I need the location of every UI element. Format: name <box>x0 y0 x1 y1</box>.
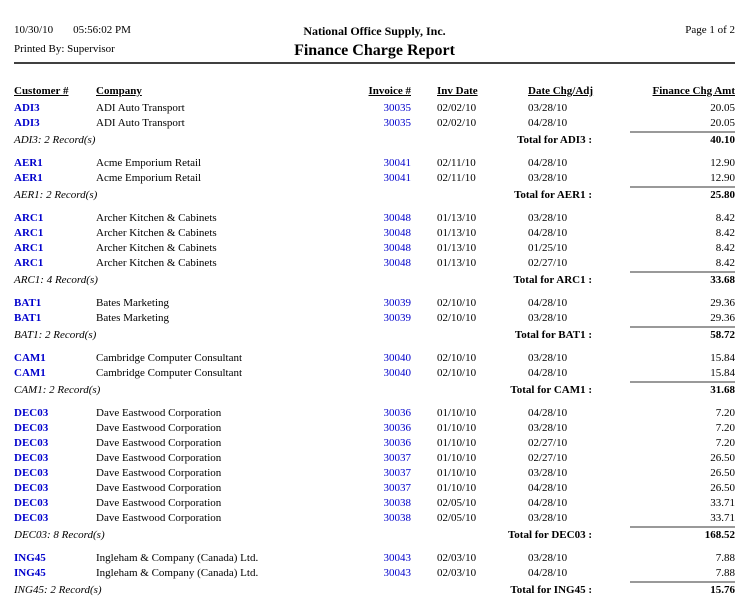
customer-group <box>14 101 735 148</box>
customer-code-link[interactable]: ING45 <box>14 567 46 579</box>
amount-cell: 8.42 <box>715 212 735 224</box>
group-total-label: Total for BAT1 : <box>514 329 592 341</box>
amount-cell: 29.36 <box>710 297 735 309</box>
amount-cell: 15.84 <box>710 367 735 379</box>
column-header-customer: Customer # <box>14 85 69 97</box>
invoice-date-cell: 02/03/10 <box>437 552 477 564</box>
group-footer-row <box>14 383 735 398</box>
customer-code-link[interactable]: ARC1 <box>14 242 44 254</box>
invoice-date-cell: 02/10/10 <box>437 297 477 309</box>
amount-cell: 7.88 <box>715 552 735 564</box>
customer-code-link[interactable]: AER1 <box>14 172 43 184</box>
table-row <box>14 511 735 526</box>
charge-date-cell: 04/28/10 <box>528 407 568 419</box>
company-cell: Dave Eastwood Corporation <box>96 512 222 524</box>
invoice-date-cell: 02/03/10 <box>437 567 477 579</box>
table-row <box>14 466 735 481</box>
group-total-amount: 168.52 <box>592 528 735 543</box>
invoice-date-cell: 01/10/10 <box>437 482 477 494</box>
group-footer-row <box>14 273 735 288</box>
table-row <box>14 551 735 566</box>
table-row <box>14 451 735 466</box>
customer-code-link[interactable]: DEC03 <box>14 482 49 494</box>
charge-date-cell: 03/28/10 <box>528 212 568 224</box>
group-total-amount: 25.80 <box>592 188 735 203</box>
customer-code-link[interactable]: DEC03 <box>14 407 49 419</box>
amount-cell: 33.71 <box>710 497 735 509</box>
record-count: ING45: 2 Record(s) <box>14 584 102 596</box>
invoice-date-cell: 02/05/10 <box>437 512 477 524</box>
company-cell: Cambridge Computer Consultant <box>96 352 243 364</box>
amount-cell: 7.88 <box>715 567 735 579</box>
group-footer-row <box>14 133 735 148</box>
invoice-number-link[interactable]: 30041 <box>383 172 411 184</box>
invoice-number-link[interactable]: 30040 <box>383 367 411 379</box>
table-row <box>14 496 735 511</box>
invoice-date-cell: 02/02/10 <box>437 117 477 129</box>
record-count: DEC03: 8 Record(s) <box>14 529 105 541</box>
customer-group <box>14 156 735 203</box>
company-cell: Dave Eastwood Corporation <box>96 407 222 419</box>
company-cell: ADI Auto Transport <box>96 117 185 129</box>
table-row <box>14 101 735 116</box>
company-cell: Bates Marketing <box>96 312 170 324</box>
invoice-number-link[interactable]: 30036 <box>383 437 411 449</box>
invoice-date-cell: 02/05/10 <box>437 497 477 509</box>
invoice-date-cell: 01/10/10 <box>437 422 477 434</box>
group-total-label: Total for ING45 : <box>510 584 592 596</box>
invoice-date-cell: 02/10/10 <box>437 367 477 379</box>
table-row <box>14 116 735 131</box>
customer-code-link[interactable]: ADI3 <box>14 117 40 129</box>
charge-date-cell: 03/28/10 <box>528 352 568 364</box>
invoice-number-link[interactable]: 30048 <box>383 242 411 254</box>
group-total-label: Total for DEC03 : <box>507 529 592 541</box>
table-row <box>14 171 735 186</box>
column-headers <box>14 84 735 99</box>
group-total-amount: 40.10 <box>592 133 735 148</box>
customer-code-link[interactable]: DEC03 <box>14 437 49 449</box>
charge-date-cell: 04/28/10 <box>528 367 568 379</box>
table-row <box>14 156 735 171</box>
table-row <box>14 366 735 381</box>
group-total-amount: 33.68 <box>592 273 735 288</box>
invoice-date-cell: 02/11/10 <box>437 157 476 169</box>
invoice-date-cell: 01/13/10 <box>437 227 477 239</box>
invoice-number-link[interactable]: 30035 <box>383 102 411 114</box>
company-cell: Dave Eastwood Corporation <box>96 422 222 434</box>
amount-cell: 7.20 <box>715 437 735 449</box>
company-name: National Office Supply, Inc. <box>303 24 446 38</box>
table-row <box>14 421 735 436</box>
charge-date-cell: 03/28/10 <box>528 102 568 114</box>
invoice-date-cell: 01/13/10 <box>437 257 477 269</box>
group-total-label: Total for ARC1 : <box>513 274 592 286</box>
company-cell: Acme Emporium Retail <box>96 172 202 184</box>
company-cell: Archer Kitchen & Cabinets <box>96 257 217 269</box>
charge-date-cell: 03/28/10 <box>528 422 568 434</box>
group-total-label: Total for ADI3 : <box>517 134 592 146</box>
customer-code-link[interactable]: ARC1 <box>14 257 44 269</box>
company-cell: Dave Eastwood Corporation <box>96 497 222 509</box>
charge-date-cell: 04/28/10 <box>528 297 568 309</box>
invoice-number-link[interactable]: 30039 <box>383 297 411 309</box>
customer-code-link[interactable]: DEC03 <box>14 512 49 524</box>
customer-code-link[interactable]: BAT1 <box>14 297 42 309</box>
group-total-label: Total for AER1 : <box>514 189 592 201</box>
invoice-number-link[interactable]: 30037 <box>383 482 411 494</box>
invoice-number-link[interactable]: 30041 <box>383 157 411 169</box>
invoice-number-link[interactable]: 30043 <box>383 552 411 564</box>
company-cell: Archer Kitchen & Cabinets <box>96 227 217 239</box>
amount-cell: 29.36 <box>710 312 735 324</box>
charge-date-cell: 01/25/10 <box>528 242 568 254</box>
customer-group <box>14 211 735 288</box>
table-row <box>14 256 735 271</box>
record-count: BAT1: 2 Record(s) <box>14 329 97 341</box>
charge-date-cell: 02/27/10 <box>528 257 568 269</box>
customer-group <box>14 351 735 398</box>
invoice-date-cell: 02/11/10 <box>437 172 476 184</box>
customer-code-link[interactable]: DEC03 <box>14 467 49 479</box>
amount-cell: 20.05 <box>710 102 735 114</box>
group-total-amount: 58.72 <box>592 328 735 343</box>
company-cell: Bates Marketing <box>96 297 170 309</box>
charge-date-cell: 03/28/10 <box>528 172 568 184</box>
amount-cell: 33.71 <box>710 512 735 524</box>
company-cell: Cambridge Computer Consultant <box>96 367 243 379</box>
charge-date-cell: 03/28/10 <box>528 467 568 479</box>
invoice-date-cell: 02/02/10 <box>437 102 477 114</box>
customer-code-link[interactable]: BAT1 <box>14 312 42 324</box>
company-cell: Ingleham & Company (Canada) Ltd. <box>96 567 259 579</box>
amount-cell: 7.20 <box>715 422 735 434</box>
table-row <box>14 481 735 496</box>
company-cell: Archer Kitchen & Cabinets <box>96 242 217 254</box>
report-body <box>14 101 735 598</box>
table-row <box>14 406 735 421</box>
invoice-date-cell: 02/10/10 <box>437 312 477 324</box>
group-total-amount: 15.76 <box>592 583 735 598</box>
column-header-invoice: Invoice # <box>368 85 411 97</box>
customer-code-link[interactable]: ARC1 <box>14 227 44 239</box>
charge-date-cell: 04/28/10 <box>528 227 568 239</box>
amount-cell: 8.42 <box>715 257 735 269</box>
customer-code-link[interactable]: CAM1 <box>14 367 46 379</box>
report-title: Finance Charge Report <box>294 42 455 59</box>
table-row <box>14 241 735 256</box>
invoice-number-link[interactable]: 30038 <box>383 497 411 509</box>
group-footer-row <box>14 583 735 598</box>
customer-code-link[interactable]: CAM1 <box>14 352 46 364</box>
company-cell: Acme Emporium Retail <box>96 157 202 169</box>
column-header-date-chg: Date Chg/Adj <box>528 85 594 97</box>
customer-code-link[interactable]: DEC03 <box>14 452 49 464</box>
company-cell: Ingleham & Company (Canada) Ltd. <box>96 552 259 564</box>
table-row <box>14 436 735 451</box>
invoice-number-link[interactable]: 30048 <box>383 257 411 269</box>
invoice-number-link[interactable]: 30037 <box>383 452 411 464</box>
customer-group <box>14 551 735 598</box>
invoice-number-link[interactable]: 30036 <box>383 407 411 419</box>
amount-cell: 8.42 <box>715 227 735 239</box>
customer-group <box>14 296 735 343</box>
charge-date-cell: 04/28/10 <box>528 497 568 509</box>
charge-date-cell: 04/28/10 <box>528 482 568 494</box>
amount-cell: 12.90 <box>710 172 735 184</box>
invoice-date-cell: 01/10/10 <box>437 467 477 479</box>
invoice-date-cell: 01/10/10 <box>437 407 477 419</box>
company-cell: ADI Auto Transport <box>96 102 185 114</box>
print-datetime <box>14 24 131 36</box>
company-cell: Dave Eastwood Corporation <box>96 452 222 464</box>
printed-by: Printed By: Supervisor <box>14 43 115 55</box>
company-cell: Dave Eastwood Corporation <box>96 467 222 479</box>
report-header-row-2 <box>14 42 735 62</box>
table-row <box>14 211 735 226</box>
report-header-row-1 <box>14 24 735 42</box>
amount-cell: 12.90 <box>710 157 735 169</box>
invoice-date-cell: 02/10/10 <box>437 352 477 364</box>
column-header-company: Company <box>96 85 142 97</box>
customer-code-link[interactable]: ADI3 <box>14 102 40 114</box>
invoice-number-link[interactable]: 30037 <box>383 467 411 479</box>
group-footer-row <box>14 188 735 203</box>
invoice-number-link[interactable]: 30043 <box>383 567 411 579</box>
customer-code-link[interactable]: AER1 <box>14 157 43 169</box>
charge-date-cell: 04/28/10 <box>528 117 568 129</box>
charge-date-cell: 03/28/10 <box>528 552 568 564</box>
record-count: ARC1: 4 Record(s) <box>14 274 98 286</box>
group-footer-row <box>14 328 735 343</box>
amount-cell: 26.50 <box>710 452 735 464</box>
amount-cell: 26.50 <box>710 467 735 479</box>
print-time: 05:56:02 PM <box>73 24 131 36</box>
company-cell: Dave Eastwood Corporation <box>96 482 222 494</box>
invoice-number-link[interactable]: 30038 <box>383 512 411 524</box>
invoice-number-link[interactable]: 30036 <box>383 422 411 434</box>
invoice-number-link[interactable]: 30048 <box>383 227 411 239</box>
customer-code-link[interactable]: DEC03 <box>14 497 49 509</box>
customer-code-link[interactable]: DEC03 <box>14 422 49 434</box>
customer-code-link[interactable]: ARC1 <box>14 212 44 224</box>
header-divider <box>14 62 735 64</box>
amount-cell: 7.20 <box>715 407 735 419</box>
amount-cell: 26.50 <box>710 482 735 494</box>
company-cell: Dave Eastwood Corporation <box>96 437 222 449</box>
customer-code-link[interactable]: ING45 <box>14 552 46 564</box>
charge-date-cell: 03/28/10 <box>528 312 568 324</box>
amount-cell: 15.84 <box>710 352 735 364</box>
invoice-number-link[interactable]: 30040 <box>383 352 411 364</box>
print-date: 10/30/10 <box>14 24 54 36</box>
table-row <box>14 296 735 311</box>
invoice-date-cell: 01/13/10 <box>437 242 477 254</box>
charge-date-cell: 04/28/10 <box>528 567 568 579</box>
invoice-number-link[interactable]: 30039 <box>383 312 411 324</box>
invoice-date-cell: 01/13/10 <box>437 212 477 224</box>
column-header-amount: Finance Chg Amt <box>652 85 735 97</box>
charge-date-cell: 04/28/10 <box>528 157 568 169</box>
table-row <box>14 226 735 241</box>
table-row <box>14 311 735 326</box>
record-count: AER1: 2 Record(s) <box>14 189 98 201</box>
amount-cell: 20.05 <box>710 117 735 129</box>
amount-cell: 8.42 <box>715 242 735 254</box>
customer-group <box>14 406 735 543</box>
table-row <box>14 351 735 366</box>
charge-date-cell: 02/27/10 <box>528 437 568 449</box>
column-header-inv-date: Inv Date <box>437 85 478 97</box>
page-number: Page 1 of 2 <box>685 24 735 36</box>
group-footer-row <box>14 528 735 543</box>
charge-date-cell: 02/27/10 <box>528 452 568 464</box>
invoice-number-link[interactable]: 30035 <box>383 117 411 129</box>
group-total-label: Total for CAM1 : <box>510 384 592 396</box>
charge-date-cell: 03/28/10 <box>528 512 568 524</box>
record-count: ADI3: 2 Record(s) <box>14 134 96 146</box>
invoice-date-cell: 01/10/10 <box>437 437 477 449</box>
invoice-date-cell: 01/10/10 <box>437 452 477 464</box>
table-row <box>14 566 735 581</box>
company-cell: Archer Kitchen & Cabinets <box>96 212 217 224</box>
record-count: CAM1: 2 Record(s) <box>14 384 101 396</box>
invoice-number-link[interactable]: 30048 <box>383 212 411 224</box>
group-total-amount: 31.68 <box>592 383 735 398</box>
